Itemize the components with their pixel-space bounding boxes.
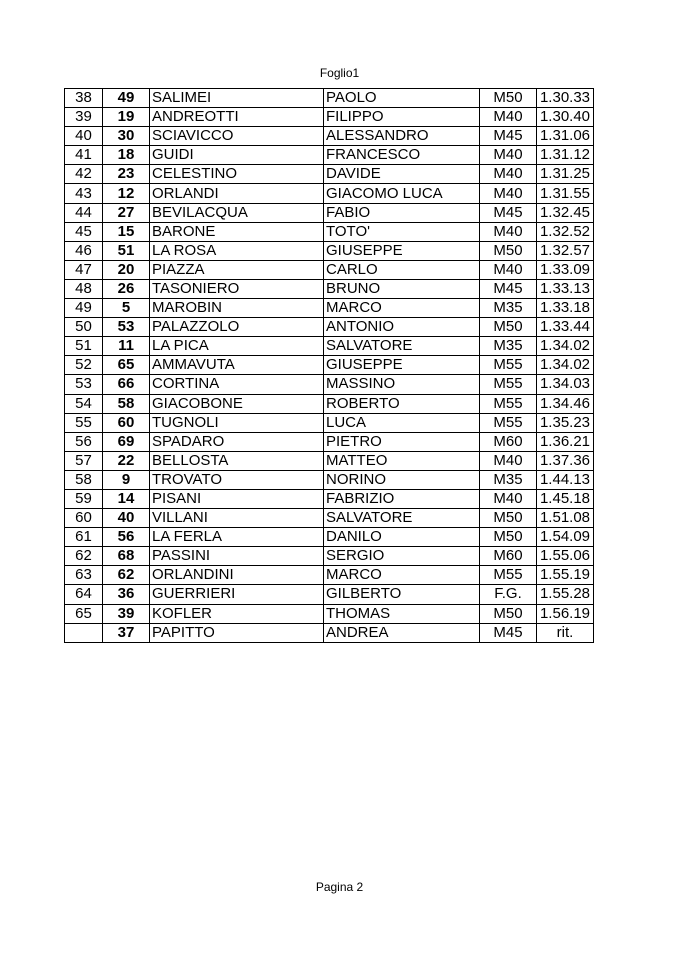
bib-number-cell: 56 bbox=[103, 528, 150, 547]
finish-time-cell: 1.37.36 bbox=[537, 451, 594, 470]
category-cell: F.G. bbox=[480, 585, 537, 604]
table-row bbox=[65, 222, 594, 241]
position-cell: 39 bbox=[65, 108, 103, 127]
first-name-cell: MARCO bbox=[324, 566, 480, 585]
first-name-cell: FABRIZIO bbox=[324, 489, 480, 508]
surname-cell: BEVILACQUA bbox=[150, 203, 324, 222]
position-cell: 60 bbox=[65, 509, 103, 528]
finish-time-cell: 1.54.09 bbox=[537, 528, 594, 547]
first-name-cell: PIETRO bbox=[324, 432, 480, 451]
position-cell: 48 bbox=[65, 279, 103, 298]
surname-cell: GUERRIERI bbox=[150, 585, 324, 604]
finish-time-cell: 1.55.19 bbox=[537, 566, 594, 585]
first-name-cell: GIACOMO LUCA bbox=[324, 184, 480, 203]
first-name-cell: ROBERTO bbox=[324, 394, 480, 413]
first-name-cell: THOMAS bbox=[324, 604, 480, 623]
position-cell: 65 bbox=[65, 604, 103, 623]
category-cell: M45 bbox=[480, 127, 537, 146]
bib-number-cell: 14 bbox=[103, 489, 150, 508]
finish-time-cell: rit. bbox=[537, 623, 594, 642]
finish-time-cell: 1.32.57 bbox=[537, 241, 594, 260]
first-name-cell: FRANCESCO bbox=[324, 146, 480, 165]
position-cell: 53 bbox=[65, 375, 103, 394]
first-name-cell: BRUNO bbox=[324, 279, 480, 298]
results-table bbox=[64, 88, 594, 643]
position-cell: 51 bbox=[65, 337, 103, 356]
finish-time-cell: 1.34.03 bbox=[537, 375, 594, 394]
position-cell: 49 bbox=[65, 299, 103, 318]
surname-cell: CORTINA bbox=[150, 375, 324, 394]
surname-cell: BARONE bbox=[150, 222, 324, 241]
table-row bbox=[65, 604, 594, 623]
surname-cell: ORLANDINI bbox=[150, 566, 324, 585]
surname-cell: TUGNOLI bbox=[150, 413, 324, 432]
table-row bbox=[65, 413, 594, 432]
bib-number-cell: 12 bbox=[103, 184, 150, 203]
finish-time-cell: 1.34.02 bbox=[537, 356, 594, 375]
finish-time-cell: 1.56.19 bbox=[537, 604, 594, 623]
category-cell: M45 bbox=[480, 203, 537, 222]
table-row bbox=[65, 279, 594, 298]
table-row bbox=[65, 547, 594, 566]
first-name-cell: ANTONIO bbox=[324, 318, 480, 337]
table-row bbox=[65, 127, 594, 146]
finish-time-cell: 1.33.18 bbox=[537, 299, 594, 318]
surname-cell: BELLOSTA bbox=[150, 451, 324, 470]
finish-time-cell: 1.34.46 bbox=[537, 394, 594, 413]
surname-cell: PIAZZA bbox=[150, 260, 324, 279]
finish-time-cell: 1.30.33 bbox=[537, 89, 594, 108]
bib-number-cell: 36 bbox=[103, 585, 150, 604]
bib-number-cell: 62 bbox=[103, 566, 150, 585]
first-name-cell: DAVIDE bbox=[324, 165, 480, 184]
category-cell: M50 bbox=[480, 89, 537, 108]
position-cell: 54 bbox=[65, 394, 103, 413]
first-name-cell: NORINO bbox=[324, 470, 480, 489]
surname-cell: AMMAVUTA bbox=[150, 356, 324, 375]
table-row bbox=[65, 184, 594, 203]
finish-time-cell: 1.45.18 bbox=[537, 489, 594, 508]
bib-number-cell: 26 bbox=[103, 279, 150, 298]
table-row bbox=[65, 489, 594, 508]
position-cell: 40 bbox=[65, 127, 103, 146]
position-cell: 46 bbox=[65, 241, 103, 260]
surname-cell: KOFLER bbox=[150, 604, 324, 623]
surname-cell: ORLANDI bbox=[150, 184, 324, 203]
position-cell: 43 bbox=[65, 184, 103, 203]
finish-time-cell: 1.31.12 bbox=[537, 146, 594, 165]
first-name-cell: GIUSEPPE bbox=[324, 356, 480, 375]
first-name-cell: CARLO bbox=[324, 260, 480, 279]
surname-cell: ANDREOTTI bbox=[150, 108, 324, 127]
position-cell: 61 bbox=[65, 528, 103, 547]
category-cell: M40 bbox=[480, 489, 537, 508]
bib-number-cell: 58 bbox=[103, 394, 150, 413]
table-row bbox=[65, 299, 594, 318]
category-cell: M45 bbox=[480, 279, 537, 298]
bib-number-cell: 66 bbox=[103, 375, 150, 394]
surname-cell: PISANI bbox=[150, 489, 324, 508]
bib-number-cell: 60 bbox=[103, 413, 150, 432]
finish-time-cell: 1.32.45 bbox=[537, 203, 594, 222]
category-cell: M55 bbox=[480, 375, 537, 394]
surname-cell: PASSINI bbox=[150, 547, 324, 566]
bib-number-cell: 40 bbox=[103, 509, 150, 528]
first-name-cell: SERGIO bbox=[324, 547, 480, 566]
table-row bbox=[65, 432, 594, 451]
bib-number-cell: 53 bbox=[103, 318, 150, 337]
table-row bbox=[65, 241, 594, 260]
position-cell: 55 bbox=[65, 413, 103, 432]
category-cell: M40 bbox=[480, 451, 537, 470]
surname-cell: LA PICA bbox=[150, 337, 324, 356]
position-cell: 62 bbox=[65, 547, 103, 566]
category-cell: M60 bbox=[480, 432, 537, 451]
first-name-cell: DANILO bbox=[324, 528, 480, 547]
position-cell: 63 bbox=[65, 566, 103, 585]
category-cell: M40 bbox=[480, 260, 537, 279]
table-row bbox=[65, 165, 594, 184]
table-row bbox=[65, 146, 594, 165]
table-row bbox=[65, 623, 594, 642]
first-name-cell: GILBERTO bbox=[324, 585, 480, 604]
position-cell: 64 bbox=[65, 585, 103, 604]
first-name-cell: FABIO bbox=[324, 203, 480, 222]
bib-number-cell: 27 bbox=[103, 203, 150, 222]
table-row bbox=[65, 470, 594, 489]
category-cell: M40 bbox=[480, 222, 537, 241]
table-row bbox=[65, 566, 594, 585]
bib-number-cell: 37 bbox=[103, 623, 150, 642]
bib-number-cell: 5 bbox=[103, 299, 150, 318]
surname-cell: PALAZZOLO bbox=[150, 318, 324, 337]
bib-number-cell: 39 bbox=[103, 604, 150, 623]
table-row bbox=[65, 585, 594, 604]
bib-number-cell: 65 bbox=[103, 356, 150, 375]
position-cell: 42 bbox=[65, 165, 103, 184]
sheet-title: Foglio1 bbox=[319, 66, 360, 80]
surname-cell: TROVATO bbox=[150, 470, 324, 489]
position-cell: 56 bbox=[65, 432, 103, 451]
first-name-cell: SALVATORE bbox=[324, 337, 480, 356]
category-cell: M45 bbox=[480, 623, 537, 642]
table-row bbox=[65, 318, 594, 337]
position-cell: 44 bbox=[65, 203, 103, 222]
table-row bbox=[65, 108, 594, 127]
category-cell: M50 bbox=[480, 318, 537, 337]
finish-time-cell: 1.55.28 bbox=[537, 585, 594, 604]
surname-cell: GUIDI bbox=[150, 146, 324, 165]
position-cell: 50 bbox=[65, 318, 103, 337]
category-cell: M35 bbox=[480, 299, 537, 318]
surname-cell: MAROBIN bbox=[150, 299, 324, 318]
bib-number-cell: 30 bbox=[103, 127, 150, 146]
bib-number-cell: 49 bbox=[103, 89, 150, 108]
table-row bbox=[65, 356, 594, 375]
position-cell: 45 bbox=[65, 222, 103, 241]
first-name-cell: ANDREA bbox=[324, 623, 480, 642]
position-cell: 47 bbox=[65, 260, 103, 279]
category-cell: M40 bbox=[480, 184, 537, 203]
table-row bbox=[65, 509, 594, 528]
surname-cell: SPADARO bbox=[150, 432, 324, 451]
first-name-cell: FILIPPO bbox=[324, 108, 480, 127]
category-cell: M35 bbox=[480, 337, 537, 356]
position-cell bbox=[65, 623, 103, 642]
bib-number-cell: 18 bbox=[103, 146, 150, 165]
bib-number-cell: 15 bbox=[103, 222, 150, 241]
surname-cell: TASONIERO bbox=[150, 279, 324, 298]
category-cell: M40 bbox=[480, 108, 537, 127]
position-cell: 57 bbox=[65, 451, 103, 470]
finish-time-cell: 1.33.09 bbox=[537, 260, 594, 279]
bib-number-cell: 11 bbox=[103, 337, 150, 356]
category-cell: M40 bbox=[480, 165, 537, 184]
category-cell: M50 bbox=[480, 604, 537, 623]
bib-number-cell: 69 bbox=[103, 432, 150, 451]
category-cell: M55 bbox=[480, 413, 537, 432]
table-row bbox=[65, 89, 594, 108]
bib-number-cell: 68 bbox=[103, 547, 150, 566]
table-row bbox=[65, 528, 594, 547]
category-cell: M60 bbox=[480, 547, 537, 566]
category-cell: M40 bbox=[480, 146, 537, 165]
table-row bbox=[65, 375, 594, 394]
finish-time-cell: 1.55.06 bbox=[537, 547, 594, 566]
first-name-cell: LUCA bbox=[324, 413, 480, 432]
bib-number-cell: 22 bbox=[103, 451, 150, 470]
surname-cell: PAPITTO bbox=[150, 623, 324, 642]
bib-number-cell: 51 bbox=[103, 241, 150, 260]
position-cell: 38 bbox=[65, 89, 103, 108]
first-name-cell: SALVATORE bbox=[324, 509, 480, 528]
surname-cell: GIACOBONE bbox=[150, 394, 324, 413]
table-row bbox=[65, 260, 594, 279]
first-name-cell: GIUSEPPE bbox=[324, 241, 480, 260]
surname-cell: CELESTINO bbox=[150, 165, 324, 184]
finish-time-cell: 1.44.13 bbox=[537, 470, 594, 489]
category-cell: M55 bbox=[480, 566, 537, 585]
bib-number-cell: 20 bbox=[103, 260, 150, 279]
bib-number-cell: 23 bbox=[103, 165, 150, 184]
category-cell: M35 bbox=[480, 470, 537, 489]
category-cell: M55 bbox=[480, 394, 537, 413]
finish-time-cell: 1.33.13 bbox=[537, 279, 594, 298]
table-row bbox=[65, 337, 594, 356]
category-cell: M50 bbox=[480, 509, 537, 528]
surname-cell: SCIAVICCO bbox=[150, 127, 324, 146]
surname-cell: SALIMEI bbox=[150, 89, 324, 108]
position-cell: 58 bbox=[65, 470, 103, 489]
category-cell: M50 bbox=[480, 528, 537, 547]
surname-cell: LA FERLA bbox=[150, 528, 324, 547]
position-cell: 52 bbox=[65, 356, 103, 375]
table-row bbox=[65, 394, 594, 413]
finish-time-cell: 1.33.44 bbox=[537, 318, 594, 337]
finish-time-cell: 1.34.02 bbox=[537, 337, 594, 356]
position-cell: 41 bbox=[65, 146, 103, 165]
finish-time-cell: 1.31.25 bbox=[537, 165, 594, 184]
first-name-cell: PAOLO bbox=[324, 89, 480, 108]
first-name-cell: MASSINO bbox=[324, 375, 480, 394]
page-number-footer: Pagina 2 bbox=[315, 880, 364, 894]
category-cell: M55 bbox=[480, 356, 537, 375]
bib-number-cell: 9 bbox=[103, 470, 150, 489]
first-name-cell: MARCO bbox=[324, 299, 480, 318]
table-row bbox=[65, 203, 594, 222]
surname-cell: VILLANI bbox=[150, 509, 324, 528]
table-row bbox=[65, 451, 594, 470]
finish-time-cell: 1.51.08 bbox=[537, 509, 594, 528]
first-name-cell: ALESSANDRO bbox=[324, 127, 480, 146]
first-name-cell: MATTEO bbox=[324, 451, 480, 470]
finish-time-cell: 1.31.06 bbox=[537, 127, 594, 146]
bib-number-cell: 19 bbox=[103, 108, 150, 127]
category-cell: M50 bbox=[480, 241, 537, 260]
finish-time-cell: 1.30.40 bbox=[537, 108, 594, 127]
position-cell: 59 bbox=[65, 489, 103, 508]
finish-time-cell: 1.35.23 bbox=[537, 413, 594, 432]
surname-cell: LA ROSA bbox=[150, 241, 324, 260]
finish-time-cell: 1.36.21 bbox=[537, 432, 594, 451]
finish-time-cell: 1.31.55 bbox=[537, 184, 594, 203]
finish-time-cell: 1.32.52 bbox=[537, 222, 594, 241]
first-name-cell: TOTO' bbox=[324, 222, 480, 241]
results-table-body bbox=[65, 89, 594, 643]
